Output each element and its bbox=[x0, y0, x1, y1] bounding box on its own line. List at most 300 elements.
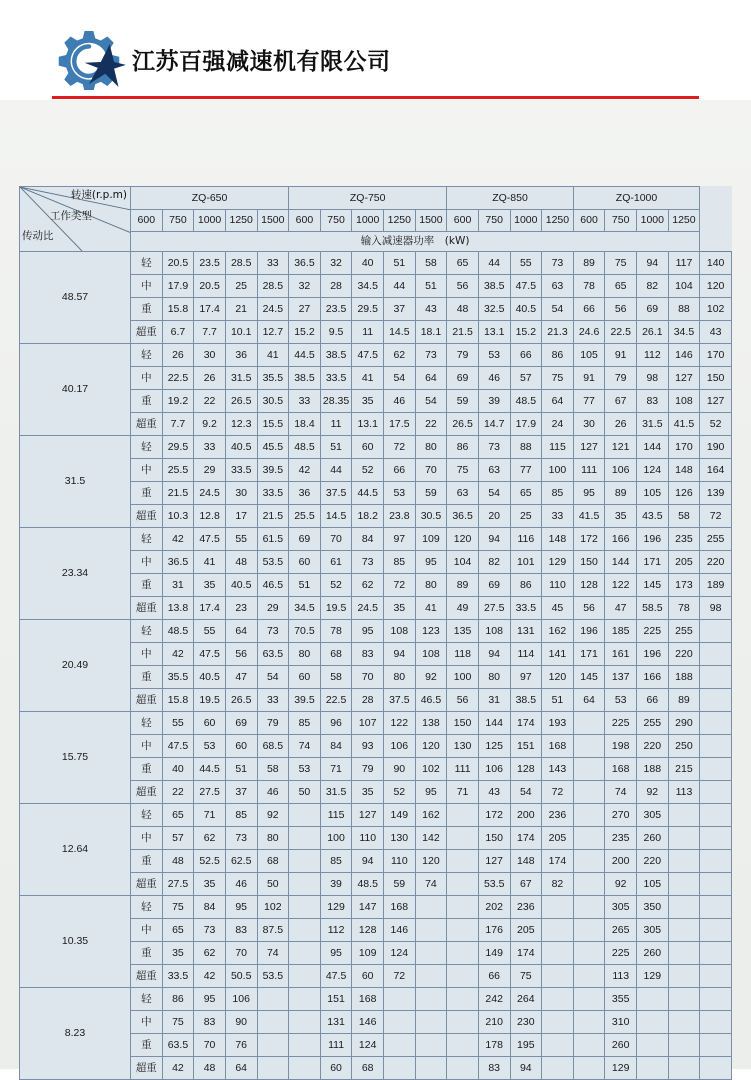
power-value-cell: 137 bbox=[605, 666, 637, 689]
power-value-cell: 46 bbox=[257, 781, 289, 804]
power-value-cell: 58 bbox=[415, 252, 447, 275]
power-value-cell: 80 bbox=[478, 666, 510, 689]
power-value-cell: 15.5 bbox=[257, 413, 289, 436]
power-value-cell: 51 bbox=[415, 275, 447, 298]
power-value-cell: 260 bbox=[637, 942, 669, 965]
power-value-cell bbox=[700, 689, 732, 712]
power-value-cell: 198 bbox=[605, 735, 637, 758]
power-value-cell: 121 bbox=[605, 436, 637, 459]
power-value-cell: 31 bbox=[162, 574, 194, 597]
rpm-header-cell: 600 bbox=[131, 210, 163, 232]
duty-type-cell: 轻 bbox=[131, 344, 163, 367]
power-rating-table bbox=[19, 186, 732, 1080]
power-value-cell: 32.5 bbox=[478, 298, 510, 321]
power-value-cell: 77 bbox=[510, 459, 542, 482]
power-value-cell bbox=[573, 712, 605, 735]
power-value-cell: 21.5 bbox=[257, 505, 289, 528]
power-value-cell: 92 bbox=[415, 666, 447, 689]
power-value-cell: 125 bbox=[478, 735, 510, 758]
power-value-cell: 48.5 bbox=[352, 873, 384, 896]
power-value-cell: 30.5 bbox=[257, 390, 289, 413]
power-value-cell: 107 bbox=[352, 712, 384, 735]
power-value-cell: 174 bbox=[542, 850, 574, 873]
power-value-cell: 210 bbox=[478, 1011, 510, 1034]
power-value-cell bbox=[289, 942, 321, 965]
power-value-cell bbox=[415, 988, 447, 1011]
power-value-cell: 350 bbox=[637, 896, 669, 919]
power-value-cell bbox=[447, 1034, 479, 1057]
power-value-cell: 25.5 bbox=[289, 505, 321, 528]
power-value-cell: 63 bbox=[478, 459, 510, 482]
power-value-cell: 54 bbox=[415, 390, 447, 413]
duty-type-cell: 重 bbox=[131, 390, 163, 413]
power-value-cell: 126 bbox=[668, 482, 700, 505]
power-value-cell: 168 bbox=[384, 896, 416, 919]
rpm-header-cell: 750 bbox=[478, 210, 510, 232]
power-value-cell: 74 bbox=[257, 942, 289, 965]
power-value-cell: 174 bbox=[510, 712, 542, 735]
power-value-cell: 12.3 bbox=[225, 413, 257, 436]
power-value-cell: 144 bbox=[637, 436, 669, 459]
power-value-cell: 95 bbox=[415, 781, 447, 804]
model-header-zq-750: ZQ-750 bbox=[289, 187, 447, 210]
power-value-cell: 122 bbox=[605, 574, 637, 597]
power-value-cell: 30.5 bbox=[415, 505, 447, 528]
power-value-cell: 97 bbox=[384, 528, 416, 551]
rpm-header-cell: 750 bbox=[320, 210, 352, 232]
power-value-cell: 13.1 bbox=[352, 413, 384, 436]
power-value-cell: 168 bbox=[542, 735, 574, 758]
power-value-cell: 143 bbox=[542, 758, 574, 781]
power-value-cell: 66 bbox=[478, 965, 510, 988]
power-value-cell: 151 bbox=[320, 988, 352, 1011]
power-value-cell: 24 bbox=[542, 413, 574, 436]
power-value-cell: 53 bbox=[605, 689, 637, 712]
power-value-cell: 42 bbox=[194, 965, 226, 988]
header-divider bbox=[52, 96, 699, 99]
power-value-cell bbox=[257, 1057, 289, 1080]
power-value-cell: 73 bbox=[257, 620, 289, 643]
power-value-cell: 56 bbox=[573, 597, 605, 620]
power-value-cell: 83 bbox=[225, 919, 257, 942]
power-value-cell: 170 bbox=[700, 344, 732, 367]
power-value-cell: 48 bbox=[162, 850, 194, 873]
power-value-cell: 89 bbox=[605, 482, 637, 505]
power-value-cell: 235 bbox=[668, 528, 700, 551]
corner-duty-label: 工作类型 bbox=[50, 210, 92, 222]
power-value-cell: 40 bbox=[162, 758, 194, 781]
power-value-cell: 32 bbox=[320, 252, 352, 275]
power-value-cell: 105 bbox=[637, 873, 669, 896]
power-value-cell: 38.5 bbox=[510, 689, 542, 712]
duty-type-cell: 轻 bbox=[131, 804, 163, 827]
power-value-cell: 150 bbox=[478, 827, 510, 850]
table-row bbox=[20, 528, 732, 551]
power-value-cell: 52 bbox=[700, 413, 732, 436]
power-value-cell: 147 bbox=[352, 896, 384, 919]
power-value-cell: 174 bbox=[510, 827, 542, 850]
power-value-cell: 7.7 bbox=[162, 413, 194, 436]
power-value-cell: 71 bbox=[447, 781, 479, 804]
power-value-cell: 35 bbox=[352, 390, 384, 413]
rpm-header-cell: 1250 bbox=[542, 210, 574, 232]
power-value-cell: 84 bbox=[194, 896, 226, 919]
power-value-cell: 24.6 bbox=[573, 321, 605, 344]
power-value-cell: 111 bbox=[320, 1034, 352, 1057]
power-value-cell: 86 bbox=[510, 574, 542, 597]
power-value-cell: 33.5 bbox=[162, 965, 194, 988]
power-value-cell: 48.5 bbox=[289, 436, 321, 459]
power-value-cell: 80 bbox=[415, 574, 447, 597]
power-value-cell: 168 bbox=[605, 758, 637, 781]
power-value-cell bbox=[384, 1034, 416, 1057]
power-value-cell: 118 bbox=[447, 643, 479, 666]
power-value-cell: 84 bbox=[320, 735, 352, 758]
power-value-cell: 26.5 bbox=[447, 413, 479, 436]
power-value-cell: 92 bbox=[605, 873, 637, 896]
power-value-cell bbox=[447, 804, 479, 827]
power-value-cell: 106 bbox=[225, 988, 257, 1011]
power-value-cell: 13.8 bbox=[162, 597, 194, 620]
power-value-cell: 176 bbox=[478, 919, 510, 942]
power-value-cell: 75 bbox=[447, 459, 479, 482]
power-value-cell: 15.2 bbox=[289, 321, 321, 344]
power-value-cell: 196 bbox=[573, 620, 605, 643]
duty-type-cell: 重 bbox=[131, 666, 163, 689]
power-value-cell: 21.5 bbox=[447, 321, 479, 344]
power-value-cell: 18.2 bbox=[352, 505, 384, 528]
power-value-cell: 31.5 bbox=[225, 367, 257, 390]
power-value-cell: 33 bbox=[194, 436, 226, 459]
power-value-cell: 51 bbox=[289, 574, 321, 597]
power-value-cell bbox=[447, 919, 479, 942]
power-value-cell: 35 bbox=[352, 781, 384, 804]
power-value-cell: 173 bbox=[668, 574, 700, 597]
power-value-cell: 38.5 bbox=[320, 344, 352, 367]
power-value-cell: 89 bbox=[573, 252, 605, 275]
power-value-cell: 50 bbox=[257, 873, 289, 896]
power-value-cell bbox=[573, 850, 605, 873]
power-value-cell bbox=[668, 988, 700, 1011]
power-value-cell: 255 bbox=[668, 620, 700, 643]
power-value-cell: 100 bbox=[320, 827, 352, 850]
power-value-cell: 28.35 bbox=[320, 390, 352, 413]
power-value-cell bbox=[289, 1034, 321, 1057]
power-value-cell: 120 bbox=[447, 528, 479, 551]
power-value-cell: 86 bbox=[447, 436, 479, 459]
power-value-cell: 171 bbox=[637, 551, 669, 574]
power-value-cell: 44 bbox=[478, 252, 510, 275]
power-value-cell: 90 bbox=[225, 1011, 257, 1034]
power-value-cell: 144 bbox=[605, 551, 637, 574]
ratio-cell: 15.75 bbox=[20, 712, 131, 804]
power-value-cell: 129 bbox=[542, 551, 574, 574]
page-header bbox=[0, 0, 751, 100]
power-value-cell: 82 bbox=[637, 275, 669, 298]
power-value-cell bbox=[257, 1011, 289, 1034]
power-value-cell: 41.5 bbox=[573, 505, 605, 528]
power-value-cell: 58 bbox=[320, 666, 352, 689]
power-value-cell: 66 bbox=[637, 689, 669, 712]
power-value-cell: 86 bbox=[542, 344, 574, 367]
power-value-cell: 78 bbox=[573, 275, 605, 298]
power-value-cell: 9.5 bbox=[320, 321, 352, 344]
duty-type-cell: 中 bbox=[131, 827, 163, 850]
power-value-cell: 85 bbox=[225, 804, 257, 827]
power-value-cell: 220 bbox=[700, 551, 732, 574]
power-value-cell bbox=[415, 1057, 447, 1080]
power-value-cell bbox=[257, 988, 289, 1011]
power-value-cell: 92 bbox=[257, 804, 289, 827]
duty-type-cell: 轻 bbox=[131, 896, 163, 919]
power-value-cell: 127 bbox=[700, 390, 732, 413]
power-value-cell: 88 bbox=[668, 298, 700, 321]
power-value-cell: 260 bbox=[637, 827, 669, 850]
power-value-cell: 150 bbox=[573, 551, 605, 574]
power-value-cell: 97 bbox=[510, 666, 542, 689]
power-value-cell: 77 bbox=[573, 390, 605, 413]
power-value-cell: 12.7 bbox=[257, 321, 289, 344]
power-value-cell: 150 bbox=[447, 712, 479, 735]
power-value-cell: 290 bbox=[668, 712, 700, 735]
power-value-cell bbox=[668, 804, 700, 827]
power-value-cell: 69 bbox=[637, 298, 669, 321]
power-value-cell: 115 bbox=[320, 804, 352, 827]
power-value-cell: 200 bbox=[605, 850, 637, 873]
power-value-cell: 37 bbox=[225, 781, 257, 804]
power-value-cell: 72 bbox=[384, 965, 416, 988]
power-value-cell: 21.5 bbox=[162, 482, 194, 505]
power-value-cell: 66 bbox=[510, 344, 542, 367]
power-value-cell: 53 bbox=[289, 758, 321, 781]
power-value-cell bbox=[668, 850, 700, 873]
power-value-cell: 24.5 bbox=[194, 482, 226, 505]
power-value-cell: 146 bbox=[668, 344, 700, 367]
power-value-cell: 33 bbox=[542, 505, 574, 528]
power-value-cell: 11 bbox=[352, 321, 384, 344]
power-value-cell: 60 bbox=[289, 666, 321, 689]
duty-type-cell: 超重 bbox=[131, 781, 163, 804]
duty-type-cell: 轻 bbox=[131, 712, 163, 735]
power-value-cell: 83 bbox=[637, 390, 669, 413]
power-value-cell: 90 bbox=[384, 758, 416, 781]
power-value-cell: 75 bbox=[162, 1011, 194, 1034]
power-value-cell: 89 bbox=[668, 689, 700, 712]
rpm-header-cell: 1000 bbox=[352, 210, 384, 232]
table-row bbox=[20, 896, 732, 919]
power-value-cell: 19.5 bbox=[320, 597, 352, 620]
power-value-cell: 53 bbox=[194, 735, 226, 758]
power-value-cell bbox=[384, 1057, 416, 1080]
duty-type-cell: 中 bbox=[131, 551, 163, 574]
power-value-cell: 19.5 bbox=[194, 689, 226, 712]
power-value-cell: 40.5 bbox=[225, 436, 257, 459]
power-value-cell: 33.5 bbox=[225, 459, 257, 482]
power-value-cell: 53 bbox=[384, 482, 416, 505]
power-value-cell: 190 bbox=[700, 436, 732, 459]
power-value-cell bbox=[447, 1011, 479, 1034]
power-value-cell: 205 bbox=[668, 551, 700, 574]
power-value-cell: 171 bbox=[573, 643, 605, 666]
power-value-cell: 53.5 bbox=[478, 873, 510, 896]
power-value-cell bbox=[700, 850, 732, 873]
power-value-cell bbox=[700, 827, 732, 850]
power-value-cell: 108 bbox=[668, 390, 700, 413]
power-value-cell bbox=[289, 850, 321, 873]
power-value-cell bbox=[573, 965, 605, 988]
power-value-cell: 79 bbox=[605, 367, 637, 390]
power-value-cell: 49 bbox=[447, 597, 479, 620]
model-header-zq-650: ZQ-650 bbox=[131, 187, 289, 210]
power-value-cell: 28.5 bbox=[257, 275, 289, 298]
table-row bbox=[20, 620, 732, 643]
power-value-cell: 98 bbox=[637, 367, 669, 390]
power-value-cell: 13.1 bbox=[478, 321, 510, 344]
company-brand bbox=[52, 28, 391, 90]
power-value-cell: 202 bbox=[478, 896, 510, 919]
power-value-cell: 44.5 bbox=[194, 758, 226, 781]
power-value-cell: 32 bbox=[289, 275, 321, 298]
power-value-cell: 39 bbox=[478, 390, 510, 413]
power-value-cell: 95 bbox=[573, 482, 605, 505]
power-value-cell: 59 bbox=[415, 482, 447, 505]
power-value-cell bbox=[447, 1057, 479, 1080]
power-value-cell bbox=[668, 942, 700, 965]
power-value-cell: 80 bbox=[415, 436, 447, 459]
power-value-cell bbox=[700, 712, 732, 735]
power-value-cell: 35 bbox=[162, 942, 194, 965]
power-value-cell: 94 bbox=[637, 252, 669, 275]
power-value-cell: 55 bbox=[225, 528, 257, 551]
power-value-cell: 63.5 bbox=[257, 643, 289, 666]
power-value-cell: 260 bbox=[605, 1034, 637, 1057]
power-value-cell: 37 bbox=[384, 298, 416, 321]
power-value-cell: 35 bbox=[384, 597, 416, 620]
ratio-cell: 40.17 bbox=[20, 344, 131, 436]
duty-type-cell: 超重 bbox=[131, 1057, 163, 1080]
power-value-cell: 129 bbox=[320, 896, 352, 919]
power-value-cell: 27.5 bbox=[194, 781, 226, 804]
power-value-cell bbox=[542, 988, 574, 1011]
power-value-cell: 236 bbox=[542, 804, 574, 827]
power-value-cell: 47.5 bbox=[194, 528, 226, 551]
power-value-cell: 78 bbox=[320, 620, 352, 643]
power-value-cell: 43 bbox=[478, 781, 510, 804]
power-value-cell: 131 bbox=[320, 1011, 352, 1034]
power-value-cell: 69 bbox=[478, 574, 510, 597]
power-value-cell: 149 bbox=[384, 804, 416, 827]
power-value-cell: 17 bbox=[225, 505, 257, 528]
power-value-cell: 44 bbox=[384, 275, 416, 298]
power-value-cell: 14.5 bbox=[320, 505, 352, 528]
power-value-cell: 64 bbox=[415, 367, 447, 390]
power-value-cell: 17.9 bbox=[162, 275, 194, 298]
power-value-cell: 70.5 bbox=[289, 620, 321, 643]
power-value-cell: 36 bbox=[289, 482, 321, 505]
power-value-cell: 120 bbox=[415, 850, 447, 873]
power-value-cell: 68 bbox=[320, 643, 352, 666]
power-value-cell: 139 bbox=[700, 482, 732, 505]
power-value-cell: 80 bbox=[289, 643, 321, 666]
power-value-cell: 36.5 bbox=[289, 252, 321, 275]
power-value-cell: 70 bbox=[194, 1034, 226, 1057]
power-value-cell: 34.5 bbox=[289, 597, 321, 620]
power-value-cell bbox=[542, 896, 574, 919]
duty-type-cell: 轻 bbox=[131, 988, 163, 1011]
power-value-cell: 12.8 bbox=[194, 505, 226, 528]
power-value-cell: 129 bbox=[637, 965, 669, 988]
power-value-cell: 35 bbox=[194, 873, 226, 896]
power-value-cell: 123 bbox=[415, 620, 447, 643]
power-value-cell: 7.7 bbox=[194, 321, 226, 344]
power-value-cell bbox=[415, 965, 447, 988]
power-value-cell: 30 bbox=[573, 413, 605, 436]
power-value-cell: 74 bbox=[605, 781, 637, 804]
power-value-cell: 26 bbox=[605, 413, 637, 436]
table-row bbox=[20, 804, 732, 827]
power-value-cell: 70 bbox=[320, 528, 352, 551]
power-value-cell: 46.5 bbox=[257, 574, 289, 597]
table-row bbox=[20, 988, 732, 1011]
company-name: 江苏百强减速机有限公司 bbox=[132, 48, 391, 75]
corner-speed-label: 转速(r.p.m) bbox=[70, 189, 127, 201]
power-value-cell: 25.5 bbox=[162, 459, 194, 482]
power-value-cell: 22 bbox=[194, 390, 226, 413]
ratio-cell: 20.49 bbox=[20, 620, 131, 712]
power-value-cell: 55 bbox=[510, 252, 542, 275]
power-value-cell: 73 bbox=[478, 436, 510, 459]
power-value-cell bbox=[668, 896, 700, 919]
power-value-cell bbox=[289, 919, 321, 942]
power-value-cell: 30 bbox=[194, 344, 226, 367]
power-value-cell bbox=[257, 1034, 289, 1057]
power-value-cell: 43 bbox=[700, 321, 732, 344]
power-value-cell: 71 bbox=[320, 758, 352, 781]
power-value-cell: 75 bbox=[605, 252, 637, 275]
power-value-cell: 53.5 bbox=[257, 551, 289, 574]
duty-type-cell: 超重 bbox=[131, 413, 163, 436]
power-value-cell: 168 bbox=[352, 988, 384, 1011]
power-value-cell: 15.8 bbox=[162, 689, 194, 712]
power-value-cell: 128 bbox=[573, 574, 605, 597]
power-value-cell: 40 bbox=[352, 252, 384, 275]
power-value-cell: 83 bbox=[478, 1057, 510, 1080]
power-value-cell: 148 bbox=[510, 850, 542, 873]
power-value-cell: 140 bbox=[700, 252, 732, 275]
power-value-cell: 65 bbox=[162, 919, 194, 942]
power-value-cell: 14.5 bbox=[384, 321, 416, 344]
power-value-cell: 188 bbox=[668, 666, 700, 689]
power-value-cell: 220 bbox=[637, 735, 669, 758]
power-value-cell: 108 bbox=[415, 643, 447, 666]
power-value-cell: 23.5 bbox=[320, 298, 352, 321]
power-value-cell: 51 bbox=[542, 689, 574, 712]
power-value-cell: 19.2 bbox=[162, 390, 194, 413]
power-value-cell: 205 bbox=[542, 827, 574, 850]
power-value-cell: 220 bbox=[668, 643, 700, 666]
power-value-cell: 61.5 bbox=[257, 528, 289, 551]
power-value-cell: 114 bbox=[510, 643, 542, 666]
power-value-cell: 148 bbox=[542, 528, 574, 551]
power-value-cell: 43 bbox=[415, 298, 447, 321]
power-value-cell: 250 bbox=[668, 735, 700, 758]
power-value-cell: 310 bbox=[605, 1011, 637, 1034]
power-value-cell: 23.5 bbox=[194, 252, 226, 275]
power-value-cell: 64 bbox=[225, 1057, 257, 1080]
duty-type-cell: 重 bbox=[131, 482, 163, 505]
power-value-cell bbox=[573, 1034, 605, 1057]
power-value-cell bbox=[668, 1057, 700, 1080]
